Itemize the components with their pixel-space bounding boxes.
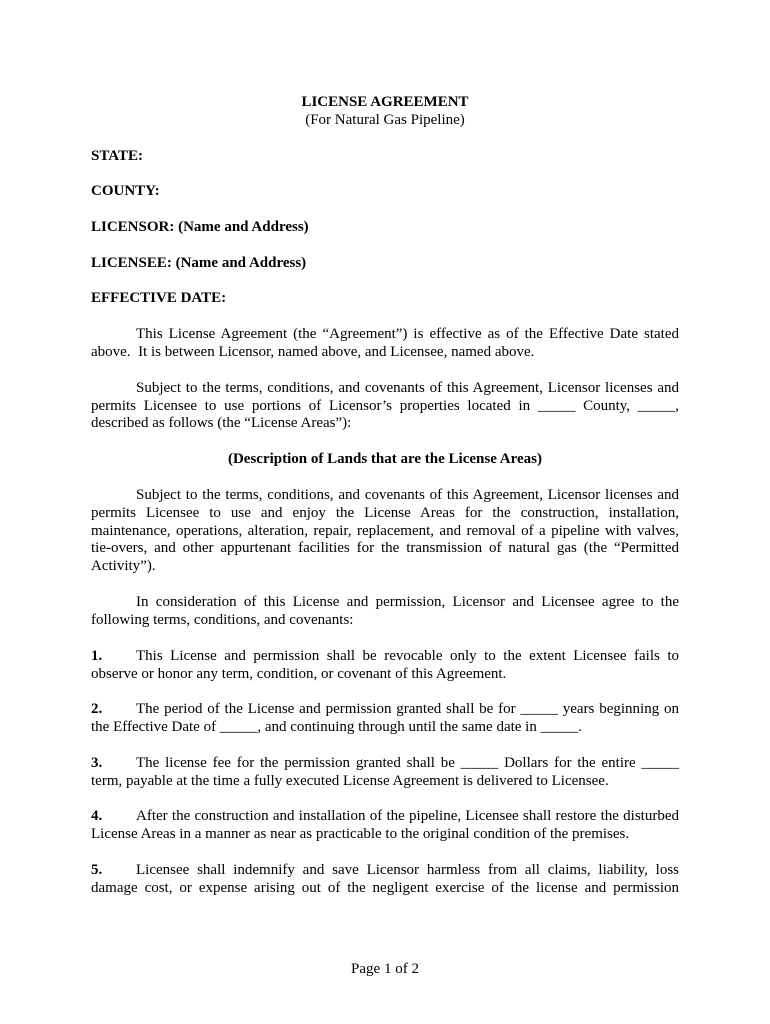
paragraph-line: permits Licensee to use and enjoy the License Areas for the construction, installation, [91, 504, 679, 521]
term-line: The license fee for the permission granted shall be _____ Dollars for the entire _____ [136, 754, 679, 771]
paragraph-line: Activity”). [91, 558, 156, 575]
field-licensee: LICENSEE: (Name and Address) [91, 254, 307, 271]
field-state: STATE: [91, 147, 143, 164]
paragraph-consideration [91, 594, 679, 630]
document-title: LICENSE AGREEMENT [301, 94, 469, 110]
paragraph-line: permits Licensee to use portions of Licensor’s properties located in _____ County, _____, [91, 397, 679, 414]
paragraph-permitted-activity [91, 487, 679, 576]
field-licensor: LICENSOR: (Name and Address) [91, 219, 309, 236]
paragraph-line: Subject to the terms, conditions, and covenants of this Agreement, Licensor licenses and [136, 379, 679, 396]
term-first-line [91, 701, 679, 719]
term-number: 5. [91, 861, 103, 878]
term-item-3 [91, 755, 679, 791]
term-line: License Areas in a manner as near as practicable to the original condition of the premises. [91, 826, 630, 843]
paragraph-intro [91, 326, 679, 362]
term-line: This License and permission shall be revocable only to the extent Licensee fails to [136, 647, 679, 664]
document-subtitle: (For Natural Gas Pipeline) [305, 111, 465, 128]
section-heading-description: (Description of Lands that are the License Areas) [227, 451, 542, 468]
term-line: After the construction and installation of the pipeline, Licensee shall restore the disturbed [136, 808, 679, 825]
field-county: COUNTY: [91, 183, 160, 200]
term-line: Licensee shall indemnify and save Licensor harmless from all claims, liability, loss [136, 861, 679, 878]
paragraph-line: maintenance, operations, alteration, repair, replacement, and removal of a pipeline with valves, [91, 522, 679, 539]
term-number: 2. [91, 701, 103, 718]
term-number: 4. [91, 808, 103, 825]
term-item-4 [91, 808, 679, 844]
term-first-line [91, 808, 679, 826]
term-first-line [91, 755, 679, 773]
term-line: term, payable at the time a fully executed License Agreement is delivered to Licensee. [91, 772, 609, 789]
term-first-line [91, 862, 679, 880]
document-body [91, 94, 679, 916]
term-number: 1. [91, 647, 103, 664]
paragraph-line: This License Agreement (the “Agreement”) is effective as of the Effective Date stated [136, 326, 679, 343]
term-number: 3. [91, 754, 103, 771]
paragraph-grant [91, 380, 679, 434]
term-item-1 [91, 648, 679, 684]
term-item-2 [91, 701, 679, 737]
term-first-line [91, 648, 679, 666]
paragraph-line: described as follows (the “License Areas”): [91, 415, 352, 432]
field-effective-date: EFFECTIVE DATE: [91, 290, 227, 307]
term-line: damage cost, or expense arising out of the negligent exercise of the license and permission [91, 879, 679, 896]
term-item-5 [91, 862, 679, 898]
paragraph-line: Subject to the terms, conditions, and covenants of this Agreement, Licensor licenses and [136, 486, 679, 503]
paragraph-line: above. It is between Licensor, named above, and Licensee, named above. [91, 344, 535, 361]
term-line: The period of the License and permission granted shall be for _____ years beginning on [136, 701, 679, 718]
paragraph-line: following terms, conditions, and covenants: [91, 611, 354, 628]
term-line: the Effective Date of _____, and continuing through until the same date in _____. [91, 719, 582, 736]
page-number-footer: Page 1 of 2 [351, 961, 419, 977]
paragraph-line: In consideration of this License and permission, Licensor and Licensee agree to the [136, 594, 679, 611]
paragraph-line: tie-overs, and other appurtenant facilities for the transmission of natural gas (the “Permitted [91, 540, 679, 557]
term-line: observe or honor any term, condition, or covenant of this Agreement. [91, 665, 507, 682]
document-header [91, 94, 679, 130]
